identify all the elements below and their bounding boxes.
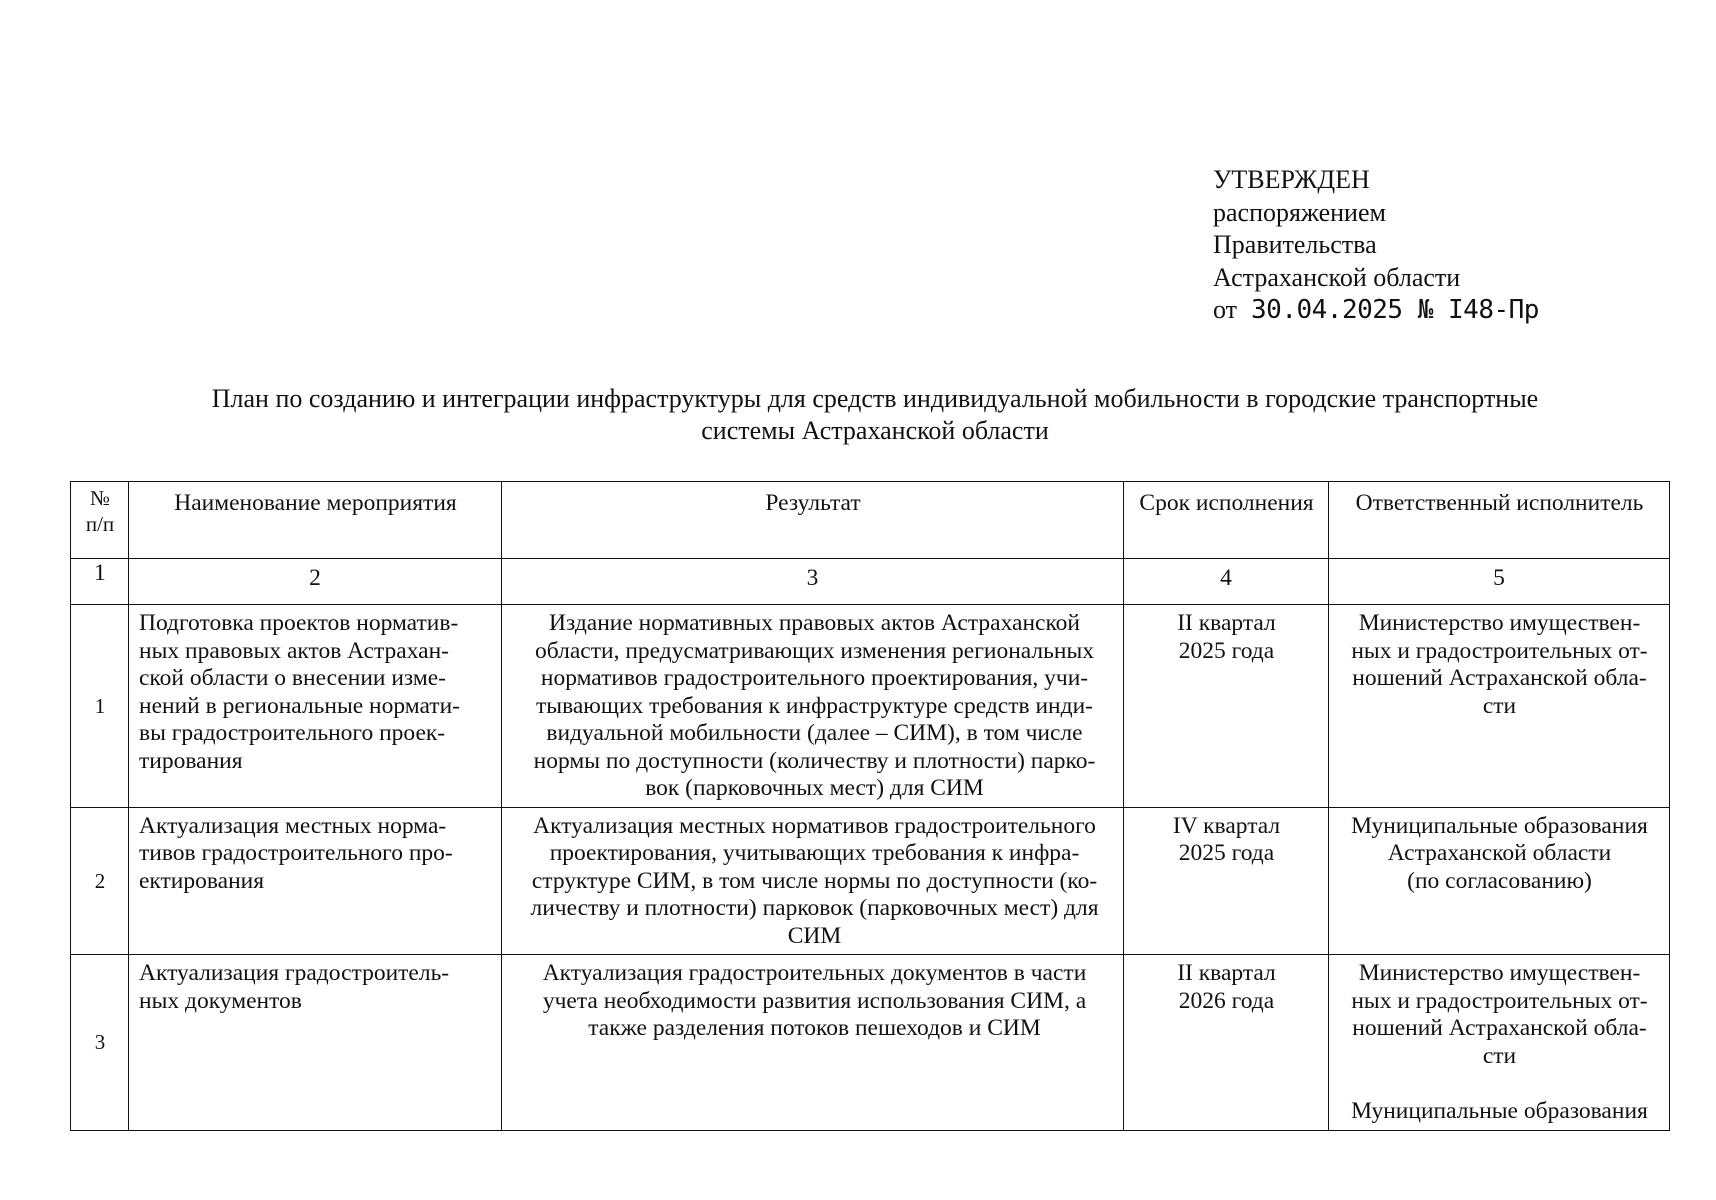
column-number: 5	[1329, 559, 1670, 605]
text-line: II квартал	[1177, 610, 1276, 636]
text-line: ных и градостроительных от-	[1351, 987, 1648, 1014]
approval-stamp-block	[1213, 164, 1539, 327]
text-line: вок (парковочных мест) для СИМ	[645, 775, 984, 801]
approval-date-prefix: от	[1213, 295, 1238, 324]
text-line: ской области о внесении изме-	[139, 665, 447, 691]
result-cell	[502, 807, 1124, 955]
text-line: также разделения потоков пешеходов и СИМ	[588, 1015, 1041, 1041]
result-cell	[502, 605, 1124, 808]
text-line: сти	[1482, 1042, 1517, 1069]
text-line: ных правовых актов Астрахан-	[139, 637, 449, 664]
text-line: области, предусматривающих изменения региональных	[535, 637, 1094, 664]
text-line: Подготовка проектов норматив-	[139, 610, 459, 636]
text-line: проектирования, учитывающих требования к инфра-	[549, 840, 1080, 866]
table-row	[71, 955, 1670, 1131]
table-row	[71, 605, 1670, 808]
text-line: учета необходимости развития использования СИМ, а	[542, 987, 1087, 1014]
text-line: Актуализация градостроитель-	[139, 960, 450, 986]
text-line: Муниципальные образования	[1351, 1098, 1648, 1124]
text-line: 2025 года	[1178, 840, 1275, 866]
deadline-cell	[1124, 807, 1329, 955]
text-line: нормативов градостроительного проектирования, учи-	[540, 665, 1089, 691]
plan-table	[70, 481, 1670, 1131]
text-line: Актуализация местных норма-	[139, 812, 447, 839]
text-line: Актуализация градостроительных документов в части	[542, 960, 1087, 986]
text-line: Астраханской области	[1387, 840, 1612, 866]
text-line: IV квартал	[1172, 812, 1281, 839]
text-line: тивов градостроительного про-	[139, 840, 453, 866]
document-title-line-2: системы Астраханской области	[701, 416, 1049, 445]
approval-line-order: распоряжением	[1213, 197, 1386, 227]
approval-date-line	[1213, 294, 1539, 327]
header-deadline: Срок исполнения	[1124, 482, 1329, 559]
result-cell	[502, 955, 1124, 1131]
approval-line-region: Астраханской области	[1213, 262, 1461, 292]
column-number: 3	[502, 559, 1124, 605]
text-line: Издание нормативных правовых актов Астраханской	[548, 610, 1080, 636]
text-line: тирования	[139, 747, 243, 774]
row-number: 1	[71, 605, 129, 808]
text-line: ношений Астраханской обла-	[1352, 1015, 1647, 1041]
text-line: нений в региональные нормати-	[139, 692, 460, 719]
header-number	[71, 482, 129, 559]
header-number-abbr: п/п	[85, 512, 115, 536]
text-line: Министерство имуществен-	[1358, 960, 1641, 986]
text-line: Министерство имуществен-	[1358, 610, 1641, 636]
text-line: нормы по доступности (количеству и плотности) парко-	[533, 747, 1096, 774]
text-line: Актуализация местных нормативов градостроительного	[533, 812, 1096, 839]
header-number-symbol: №	[89, 486, 111, 510]
table-row	[71, 807, 1670, 955]
text-line: личеству и плотности) парковок (парковочных мест) для	[530, 895, 1099, 921]
text-line: ношений Астраханской обла-	[1352, 665, 1647, 691]
row-number: 3	[71, 955, 129, 1131]
event-name-cell	[129, 807, 502, 955]
column-number: 1	[71, 559, 129, 605]
header-event-name: Наименование мероприятия	[129, 482, 502, 559]
deadline-cell	[1124, 955, 1329, 1131]
approval-heading: УТВЕРЖДЕН	[1213, 165, 1370, 194]
responsible-cell	[1329, 955, 1670, 1131]
row-number: 2	[71, 807, 129, 955]
column-number: 2	[129, 559, 502, 605]
approval-date-number: 30.04.2025 № I48-Пр	[1251, 295, 1539, 325]
deadline-cell	[1124, 605, 1329, 808]
text-line: ектирования	[139, 867, 265, 894]
document-title-line-1: План по созданию и интеграции инфраструктуры для средств индивидуальной мобильности в городские транспортные	[211, 384, 1539, 413]
text-line: СИМ	[787, 922, 842, 949]
responsible-cell	[1329, 807, 1670, 955]
text-line: 2026 года	[1178, 987, 1275, 1014]
column-number: 4	[1124, 559, 1329, 605]
column-number-row	[71, 559, 1670, 605]
document-title	[90, 383, 1660, 447]
header-responsible: Ответственный исполнитель	[1329, 482, 1670, 559]
text-line: ных документов	[139, 987, 302, 1014]
text-line: II квартал	[1177, 960, 1276, 986]
table-header-row	[71, 482, 1670, 559]
approval-line-government: Правительства	[1213, 230, 1377, 259]
text-line: ных и градостроительных от-	[1351, 637, 1648, 664]
header-result: Результат	[502, 482, 1124, 559]
text-line: структуре СИМ, в том числе нормы по доступности (ко-	[531, 867, 1098, 894]
text-line: сти	[1482, 692, 1517, 719]
event-name-cell	[129, 955, 502, 1131]
event-name-cell	[129, 605, 502, 808]
text-line: видуальной мобильности (далее – СИМ), в том числе	[546, 720, 1083, 746]
text-line: (по согласованию)	[1407, 867, 1592, 894]
text-line: Муниципальные образования	[1351, 812, 1648, 839]
responsible-cell	[1329, 605, 1670, 808]
text-line: тывающих требования к инфраструктуре средств инди-	[536, 692, 1093, 719]
text-line: 2025 года	[1178, 637, 1275, 664]
text-line: вы градостроительного проек-	[139, 720, 446, 746]
